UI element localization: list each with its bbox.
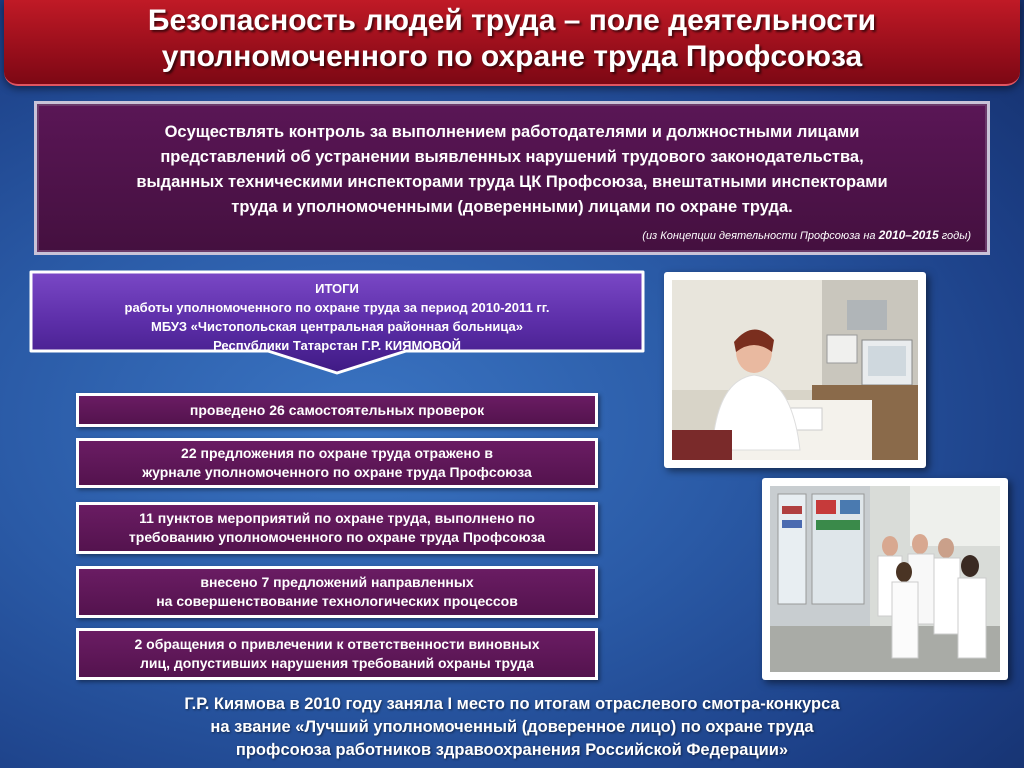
stat-box bbox=[76, 393, 598, 427]
stat-box bbox=[76, 566, 598, 618]
quote-source-close: ) bbox=[967, 230, 971, 242]
stat-line: 2 обращения о привлечении к ответственности виновных bbox=[134, 636, 540, 652]
footer-line: профсоюза работников здравоохранения Российской Федерации» bbox=[235, 741, 789, 759]
stat-line: проведено 26 самостоятельных проверок bbox=[189, 401, 485, 418]
page-title-line-1: Безопасность людей труда – поле деятельности bbox=[147, 4, 877, 37]
quote-line: труда и уполномоченными (доверенными) лицами по охране труда. bbox=[231, 198, 793, 216]
photo-corridor bbox=[762, 478, 1008, 680]
quote-source-prefix: из Концепции деятельности Профсоюза на bbox=[645, 230, 879, 242]
stat-box bbox=[76, 628, 598, 680]
quote-line: выданных техническими инспекторами труда ЦК Профсоюза, внештатными инспекторами bbox=[136, 173, 888, 191]
summary-title: ИТОГИ bbox=[315, 281, 359, 296]
footer-award-text bbox=[0, 693, 1024, 762]
page-title-line-2: уполномоченного по охране труда Профсоюза bbox=[161, 40, 863, 73]
stat-box bbox=[76, 438, 598, 488]
quote-source-years: 2010–2015 bbox=[878, 228, 939, 242]
quote-box bbox=[34, 101, 990, 255]
stat-line: журнале уполномоченного по охране труда Профсоюза bbox=[142, 464, 532, 480]
quote-source bbox=[642, 228, 971, 242]
quote-line: представлений об устранении выявленных нарушений трудового законодательства, bbox=[160, 148, 864, 166]
summary-line: работы уполномоченного по охране труда за период 2010-2011 гг. bbox=[124, 300, 550, 315]
stat-box bbox=[76, 502, 598, 554]
office-photo-image bbox=[672, 280, 918, 460]
footer-line: Г.Р. Киямова в 2010 году заняла I место по итогам отраслевого смотра-конкурса bbox=[184, 695, 840, 713]
stat-line: 22 предложения по охране труда отражено в bbox=[181, 445, 493, 461]
stat-line: 11 пунктов мероприятий по охране труда, выполнено по bbox=[139, 510, 535, 526]
quote-text bbox=[51, 120, 973, 220]
stat-line: лиц, допустивших нарушения требований охраны труда bbox=[140, 655, 534, 671]
footer-line: на звание «Лучший уполномоченный (доверенное лицо) по охране труда bbox=[210, 718, 814, 736]
stat-line: внесено 7 предложений направленных bbox=[200, 574, 474, 590]
corridor-photo-image bbox=[770, 486, 1000, 672]
photo-office bbox=[664, 272, 926, 468]
summary-line: Республики Татарстан Г.Р. КИЯМОВОЙ bbox=[213, 338, 461, 353]
summary-line: МБУЗ «Чистопольская центральная районная больница» bbox=[150, 319, 524, 334]
quote-line: Осуществлять контроль за выполнением работодателями и должностными лицами bbox=[164, 123, 860, 141]
quote-source-suffix: годы bbox=[938, 230, 968, 242]
title-banner bbox=[4, 0, 1020, 86]
stat-line: на совершенствование технологических процессов bbox=[156, 593, 518, 609]
summary-heading bbox=[28, 279, 646, 355]
stat-line: требованию уполномоченного по охране труда Профсоюза bbox=[128, 529, 546, 545]
quote-source-open: ( bbox=[642, 230, 646, 242]
